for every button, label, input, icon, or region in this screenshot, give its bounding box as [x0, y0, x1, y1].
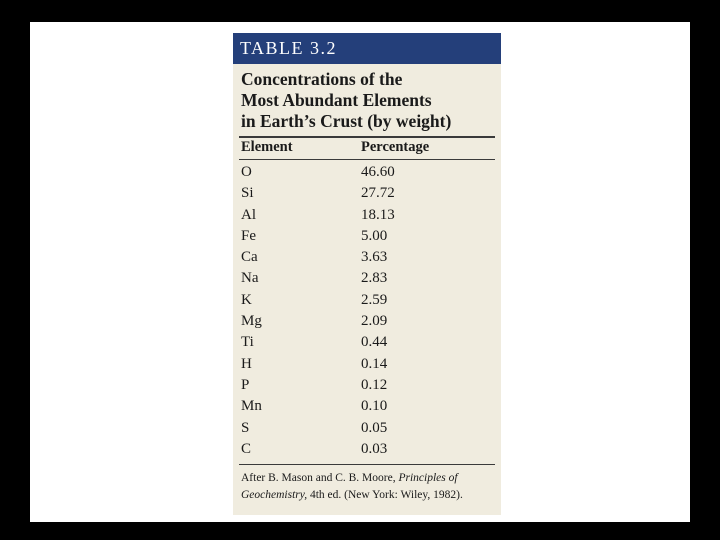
table-row	[233, 226, 501, 247]
table-card	[233, 33, 501, 515]
element-symbol: H	[241, 355, 252, 372]
element-percentage: 27.72	[361, 185, 395, 202]
element-symbol: Si	[241, 185, 254, 202]
element-percentage: 0.14	[361, 355, 388, 372]
element-percentage: 2.59	[361, 291, 388, 308]
element-percentage: 5.00	[361, 227, 388, 244]
element-symbol: P	[241, 376, 250, 393]
element-percentage: 0.10	[361, 398, 388, 415]
table-row	[233, 375, 501, 396]
table-row	[233, 183, 501, 204]
table-row	[233, 332, 501, 353]
source-note	[233, 465, 501, 504]
table-row	[233, 354, 501, 375]
table-caption	[233, 64, 501, 132]
element-symbol: Ca	[241, 249, 258, 266]
table-row	[233, 162, 501, 183]
element-percentage: 2.83	[361, 270, 388, 287]
element-percentage: 2.09	[361, 313, 388, 330]
table-row	[233, 247, 501, 268]
element-symbol: C	[241, 440, 252, 457]
column-header-percentage: Percentage	[361, 139, 430, 155]
table-row	[233, 205, 501, 226]
table-row	[233, 290, 501, 311]
element-symbol: S	[241, 419, 250, 436]
table-number: TABLE 3.2	[233, 33, 501, 64]
column-headers	[233, 138, 501, 157]
source-title: Principles of Geochemistry,	[241, 472, 458, 502]
element-symbol: Mn	[241, 398, 262, 415]
element-symbol: Fe	[241, 227, 256, 244]
table-row	[233, 268, 501, 289]
element-percentage: 46.60	[361, 164, 395, 180]
element-symbol: Al	[241, 206, 256, 223]
source-suffix: 4th ed. (New York: Wiley, 1982).	[309, 489, 463, 502]
element-symbol: K	[241, 291, 252, 308]
element-percentage: 3.63	[361, 249, 388, 266]
table-row	[233, 311, 501, 332]
element-symbol: Ti	[241, 334, 254, 351]
element-percentage: 18.13	[361, 206, 395, 223]
caption-line: in Earth’s Crust (by weight)	[241, 111, 452, 131]
element-percentage: 0.03	[361, 440, 388, 457]
table-row	[233, 396, 501, 417]
element-percentage: 0.12	[361, 376, 388, 393]
element-symbol: O	[241, 164, 252, 180]
table-row	[233, 439, 501, 460]
column-header-element: Element	[241, 139, 293, 155]
element-percentage: 0.44	[361, 334, 388, 351]
source-prefix: After B. Mason and C. B. Moore,	[241, 472, 396, 485]
table-row	[233, 418, 501, 439]
caption-line: Most Abundant Elements	[241, 90, 432, 110]
element-percentage: 0.05	[361, 419, 388, 436]
table-body	[233, 160, 501, 460]
caption-line: Concentrations of the	[241, 69, 403, 89]
element-symbol: Mg	[241, 313, 262, 330]
element-symbol: Na	[241, 270, 259, 287]
